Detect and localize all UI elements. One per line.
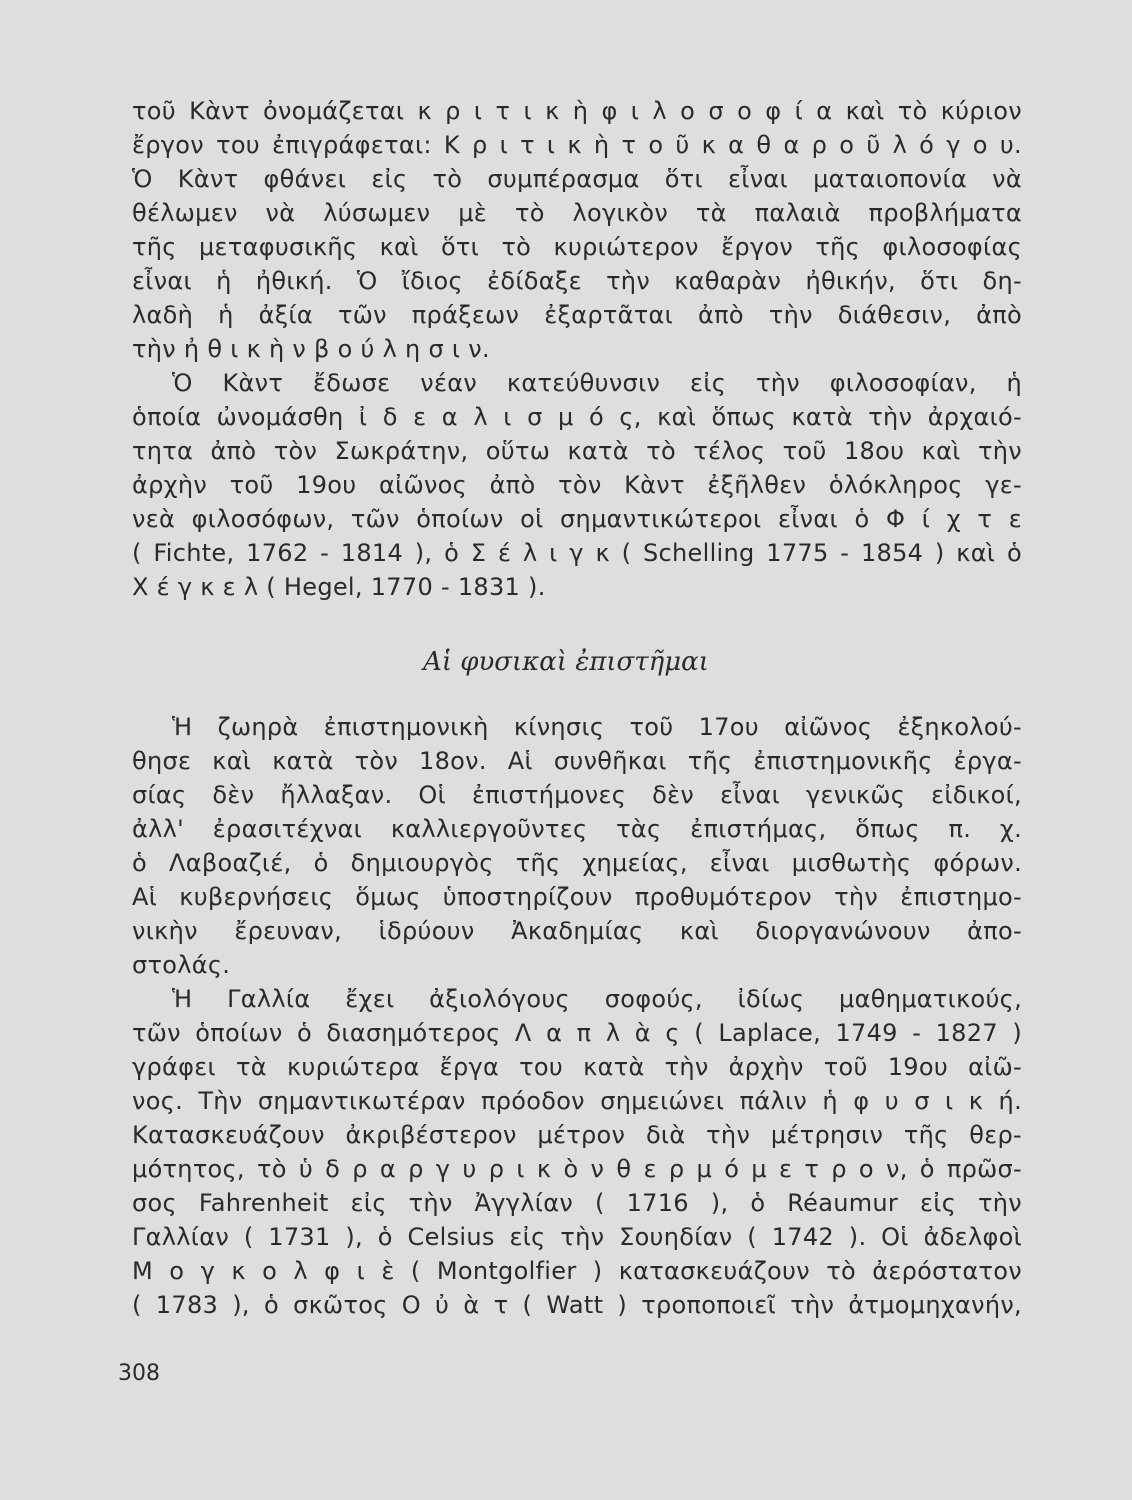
text-line: ἀρχὴν τοῦ 19ου αἰῶνος ἀπὸ τὸν Κὰντ ἐξῆλθεν ὁλόκληρος γε-	[132, 471, 1022, 499]
text-line: νεὰ φιλοσόφων, τῶν ὁποίων οἱ σημαντικώτεροι εἶναι ὁ Φ ί χ τ ε	[132, 505, 1022, 533]
text-line: Ὁ Κὰντ ἔδωσε νέαν κατεύθυνσιν εἰς τὴν φιλοσοφίαν, ἡ	[172, 369, 1022, 397]
text-line: νος. Τὴν σημαντικωτέραν πρόοδον σημειώνει πάλιν ἡ φ υ σ ι κ ή.	[132, 1087, 1022, 1115]
text-line: θησε καὶ κατὰ τὸν 18ον. Αἱ συνθῆκαι τῆς ἐπιστημονικῆς ἐργα-	[132, 747, 1022, 775]
text-line: στολάς.	[132, 951, 231, 979]
text-line: γράφει τὰ κυριώτερα ἔργα του κατὰ τὴν ἀρχὴν τοῦ 19ου αἰῶ-	[132, 1053, 1022, 1081]
text-line: σίας δὲν ἤλλαξαν. Οἱ ἐπιστήμονες δὲν εἶναι γενικῶς εἰδικοί,	[132, 781, 1022, 809]
text-line: ὁ Λαβοαζιέ, ὁ δημιουργὸς τῆς χημείας, εἶναι μισθωτὴς φόρων.	[132, 849, 1022, 877]
text-line: Μ ο γ κ ο λ φ ι ὲ ( Montgolfier ) κατασκευάζουν τὸ ἀερόστατον	[132, 1257, 1022, 1285]
text-line: Ὁ Κὰντ φθάνει εἰς τὸ συμπέρασμα ὅτι εἶναι ματαιοπονία νὰ	[132, 165, 1022, 193]
text-line: θέλωμεν νὰ λύσωμεν μὲ τὸ λογικὸν τὰ παλαιὰ προβλήματα	[132, 199, 1022, 227]
text-line: Αἱ κυβερνήσεις ὅμως ὑποστηρίζουν προθυμότερον τὴν ἐπιστημο-	[132, 883, 1022, 911]
text-line: Ἡ Γαλλία ἔχει ἀξιολόγους σοφούς, ἰδίως μαθηματικούς,	[172, 985, 1022, 1013]
text-line: τῆς μεταφυσικῆς καὶ ὅτι τὸ κυριώτερον ἔργον τῆς φιλοσοφίας	[132, 233, 1022, 261]
text-line: τὴν ἠ θ ι κ ὴ ν β ο ύ λ η σ ι ν.	[132, 335, 490, 363]
text-line: Κατασκευάζουν ἀκριβέστερον μέτρον διὰ τὴν μέτρησιν τῆς θερ-	[132, 1121, 1022, 1149]
text-line: νικὴν ἔρευναν, ἱδρύουν Ἀκαδημίας καὶ διοργανώνουν ἀπο-	[132, 917, 1022, 945]
text-line: ( Fichte, 1762 - 1814 ), ὁ Σ έ λ ι γ κ ( Schelling 1775 - 1854 ) καὶ ὁ	[132, 539, 1022, 567]
text-line: ἀλλ' ἐρασιτέχναι καλλιεργοῦντες τὰς ἐπιστήμας, ὅπως π. χ.	[132, 815, 1022, 843]
text-line: εἶναι ἡ ἠθική. Ὁ ἴδιος ἐδίδαξε τὴν καθαρὰν ἠθικήν, ὅτι δη-	[132, 267, 1022, 295]
text-line: Χ έ γ κ ε λ ( Hegel, 1770 - 1831 ).	[132, 573, 546, 601]
text-line: ( 1783 ), ὁ σκῶτος Ο ὐ ὰ τ ( Watt ) τροποποιεῖ τὴν ἀτμομηχανήν,	[132, 1291, 1022, 1319]
text-line: ἔργον του ἐπιγράφεται: Κ ρ ι τ ι κ ὴ τ ο ῦ κ α θ α ρ ο ῦ λ ό γ ο υ.	[132, 131, 1022, 159]
section-heading: Αἱ φυσικαὶ ἐπιστῆμαι	[423, 647, 709, 677]
text-line: τῶν ὁποίων ὁ διασημότερος Λ α π λ ὰ ς ( Laplace, 1749 - 1827 )	[132, 1019, 1022, 1047]
text-line: μότητος, τὸ ὑ δ ρ α ρ γ υ ρ ι κ ὸ ν θ ε ρ μ ό μ ε τ ρ ο ν, ὁ πρῶσ-	[132, 1155, 1022, 1183]
text-line: Γαλλίαν ( 1731 ), ὁ Celsius εἰς τὴν Σουηδίαν ( 1742 ). Οἱ ἀδελφοὶ	[132, 1223, 1022, 1251]
text-line: τοῦ Κὰντ ὀνομάζεται κ ρ ι τ ι κ ὴ φ ι λ ο σ ο φ ί α καὶ τὸ κύριον	[132, 97, 1022, 125]
text-line: Ἡ ζωηρὰ ἐπιστημονικὴ κίνησις τοῦ 17ου αἰῶνος ἐξηκολού-	[172, 713, 1022, 741]
text-line: σος Fahrenheit εἰς τὴν Ἀγγλίαν ( 1716 ), ὁ Réaumur εἰς τὴν	[132, 1189, 1022, 1217]
text-line: λαδὴ ἡ ἀξία τῶν πράξεων ἐξαρτᾶται ἀπὸ τὴν διάθεσιν, ἀπὸ	[132, 301, 1022, 329]
page-number: 308	[118, 1361, 160, 1386]
text-line: τητα ἀπὸ τὸν Σωκράτην, οὕτω κατὰ τὸ τέλος τοῦ 18ου καὶ τὴν	[132, 437, 1022, 465]
text-line: ὁποία ὠνομάσθη ἰ δ ε α λ ι σ μ ό ς, καὶ ὅπως κατὰ τὴν ἀρχαιό-	[132, 403, 1022, 431]
